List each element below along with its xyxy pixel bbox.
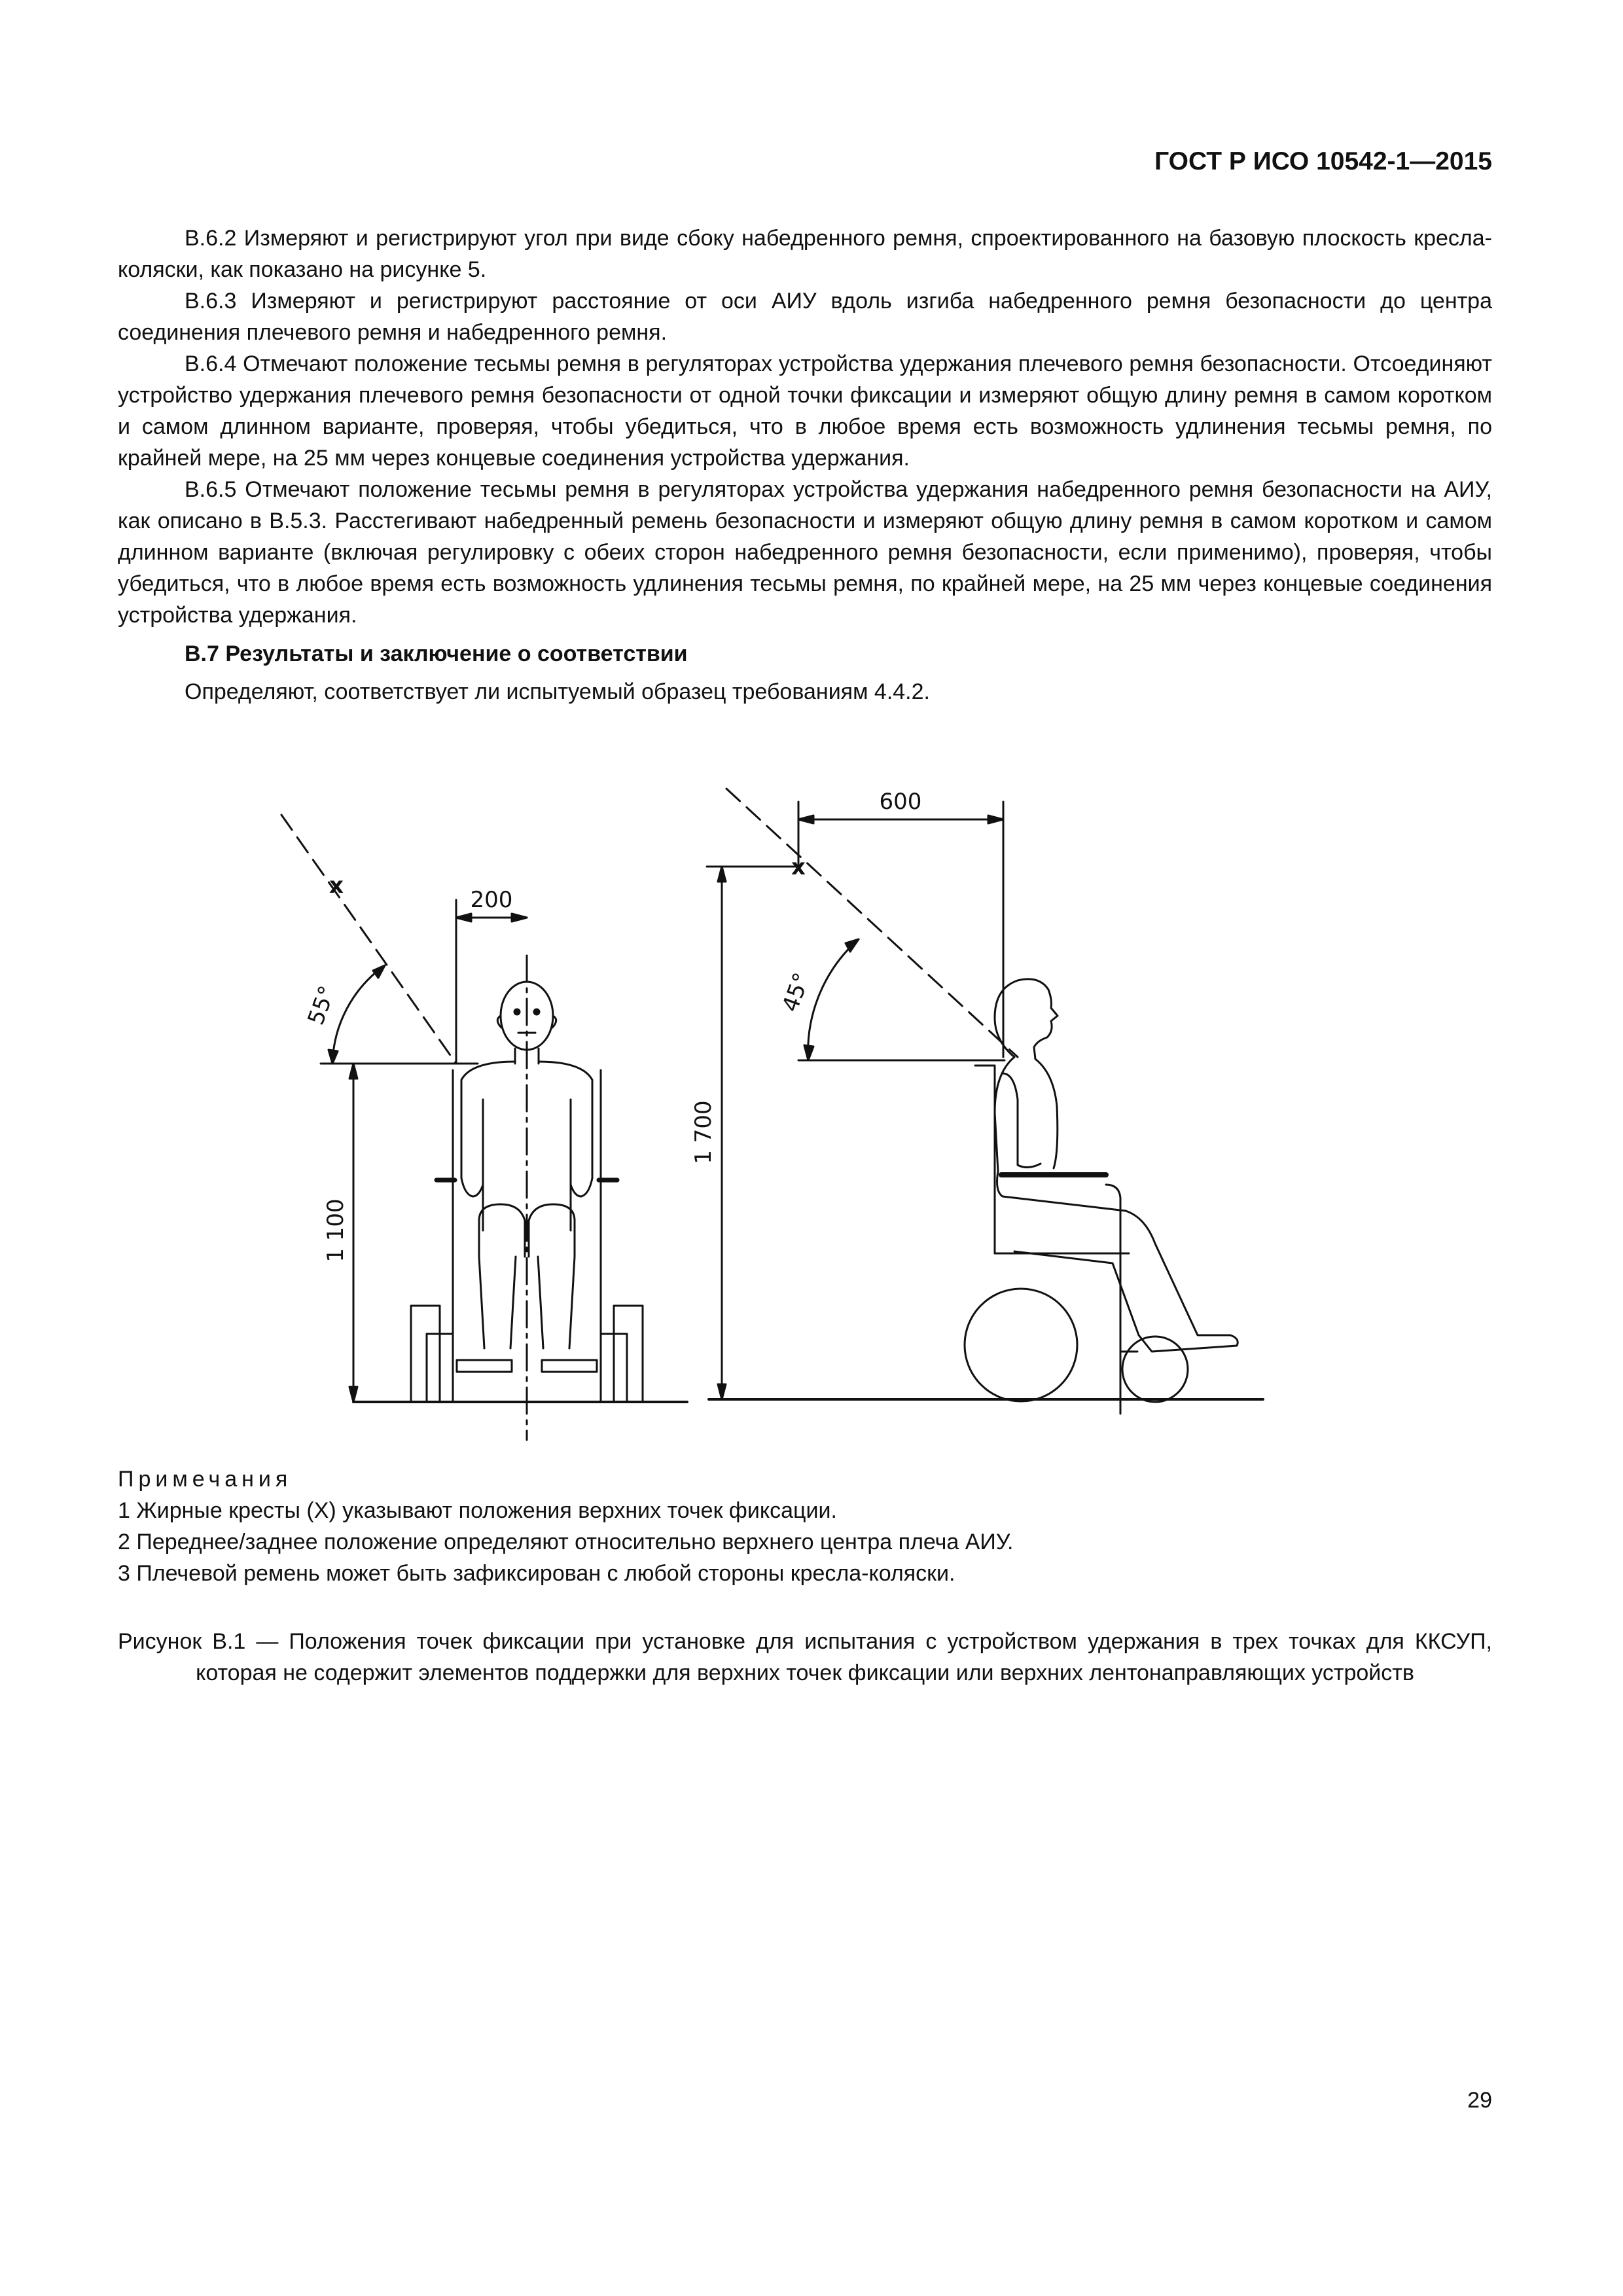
- front-angle-arc: [332, 965, 385, 1064]
- side-height-arrow-top: [718, 867, 726, 882]
- front-person-arm-left: [461, 1062, 515, 1196]
- front-person-arm-right: [539, 1062, 592, 1196]
- front-width-label: 200: [470, 887, 513, 913]
- notes-block: [118, 1463, 1492, 1589]
- side-angle-arrow-lower: [804, 1045, 813, 1060]
- figure-drawing: [275, 759, 1296, 1460]
- side-height-arrow-bottom: [718, 1384, 726, 1399]
- side-view: [707, 789, 1263, 1414]
- side-anchor-cross: x: [791, 854, 806, 880]
- side-front-wheel: [1122, 1336, 1188, 1402]
- side-belt-line: [726, 789, 1018, 1057]
- figure-caption: [118, 1626, 1492, 1689]
- section-text-b7: Определяют, соответствует ли испытуемый образец требованиям 4.4.2.: [185, 679, 930, 704]
- side-rear-wheel: [965, 1289, 1077, 1401]
- side-angle-label: 45°: [777, 969, 815, 1016]
- front-person-eye-left: [514, 1009, 520, 1014]
- section-title-b7: В.7 Результаты и заключение о соответствии: [185, 641, 688, 666]
- paragraph-b64: В.6.4 Отмечают положение тесьмы ремня в регуляторах устройства удержания плечевого ремня безопасности. Отсоединяют устройство удержания плечевого ремня безопасности от одной точки фиксации и измеряют общую длину ремня в самом коротком и самом длинном варианте, проверяя, чтобы убедиться, что в любое время есть возможность удлинения тесьмы ремня, по крайней мере, на 25 мм через концевые соединения устройства удержания.: [118, 351, 1492, 471]
- note-item-1: 1 Жирные кресты (X) указывают положения верхних точек фиксации.: [118, 1498, 837, 1523]
- front-width-arrow-left: [456, 914, 471, 922]
- side-person-legs: [997, 1172, 1238, 1352]
- side-person-chest: [1035, 1059, 1058, 1168]
- front-height-arrow-bottom: [349, 1387, 357, 1402]
- front-anchor-cross: x: [329, 872, 344, 899]
- note-item-3: 3 Плечевой ремень может быть зафиксирован с любой стороны кресла-коляски.: [118, 1561, 955, 1586]
- notes-title: Примечания: [118, 1467, 293, 1492]
- side-offset-arrow-left: [798, 816, 813, 823]
- front-person-leg-right-inner: [538, 1257, 543, 1348]
- front-person-leg-left-inner: [510, 1257, 516, 1348]
- body-text: [118, 223, 1492, 711]
- front-wheel-right-outer: [614, 1306, 643, 1402]
- front-angle-arrow-lower: [329, 1050, 338, 1064]
- front-angle-label: 55°: [302, 982, 341, 1029]
- side-chair-back: [975, 1066, 995, 1253]
- front-belt-line: [281, 815, 456, 1064]
- side-chair-front-frame: [1106, 1185, 1120, 1414]
- front-person-leg-left-outer: [479, 1221, 484, 1348]
- figure-caption-text: Рисунок В.1 — Положения точек фиксации при установке для испытания с устройством удержания в трех точках для ККСУП, которая не содержит элементов поддержки для верхних точек фиксации или верхних лентонаправляющих устройств: [118, 1629, 1492, 1685]
- front-width-arrow-right: [512, 914, 527, 922]
- side-person-arm: [1003, 1073, 1041, 1168]
- front-footrest-right: [542, 1360, 597, 1372]
- paragraph-b62: В.6.2 Измеряют и регистрируют угол при виде сбоку набедренного ремня, спроектированного на базовую плоскость кресла-коляски, как показано на рисунке 5.: [118, 226, 1492, 282]
- figure-anchor-positions: [275, 759, 1296, 1460]
- paragraph-b65: В.6.5 Отмечают положение тесьмы ремня в регуляторах устройства удержания набедренного ремня безопасности на АИУ, как описано в В.5.3. Расстегивают набедренный ремень безопасности и измеряют общую длину ремня в самом коротком и самом длинном варианте (включая регулировку с обеих сторон набедренного ремня безопасности, если применимо), проверяя, чтобы убедиться, что в любое время есть возможность удлинения тесьмы ремня, по крайней мере, на 25 мм через концевые соединения устройства удержания.: [118, 477, 1492, 628]
- side-height-label: 1 700: [690, 1100, 717, 1164]
- page-number: 29: [1467, 2088, 1492, 2113]
- front-person-eye-right: [534, 1009, 539, 1014]
- front-person-knee-right: [529, 1204, 575, 1257]
- front-person-leg-right-outer: [569, 1221, 575, 1348]
- side-offset-arrow-right: [988, 816, 1003, 823]
- front-person-knee-left: [479, 1204, 525, 1257]
- document-header: ГОСТ Р ИСО 10542-1—2015: [1154, 147, 1492, 175]
- front-height-arrow-top: [349, 1064, 357, 1079]
- side-angle-arc: [808, 939, 859, 1060]
- front-wheel-left-outer: [411, 1306, 440, 1402]
- paragraph-b63: В.6.3 Измеряют и регистрируют расстояние от оси АИУ вдоль изгиба набедренного ремня безопасности до центра соединения плечевого ремня и набедренного ремня.: [118, 289, 1492, 345]
- front-height-label: 1 100: [323, 1198, 349, 1263]
- side-offset-label: 600: [879, 789, 922, 815]
- front-footrest-left: [457, 1360, 512, 1372]
- note-item-2: 2 Переднее/заднее положение определяют относительно верхнего центра плеча АИУ.: [118, 1530, 1014, 1554]
- front-angle-arrow-upper: [373, 965, 385, 978]
